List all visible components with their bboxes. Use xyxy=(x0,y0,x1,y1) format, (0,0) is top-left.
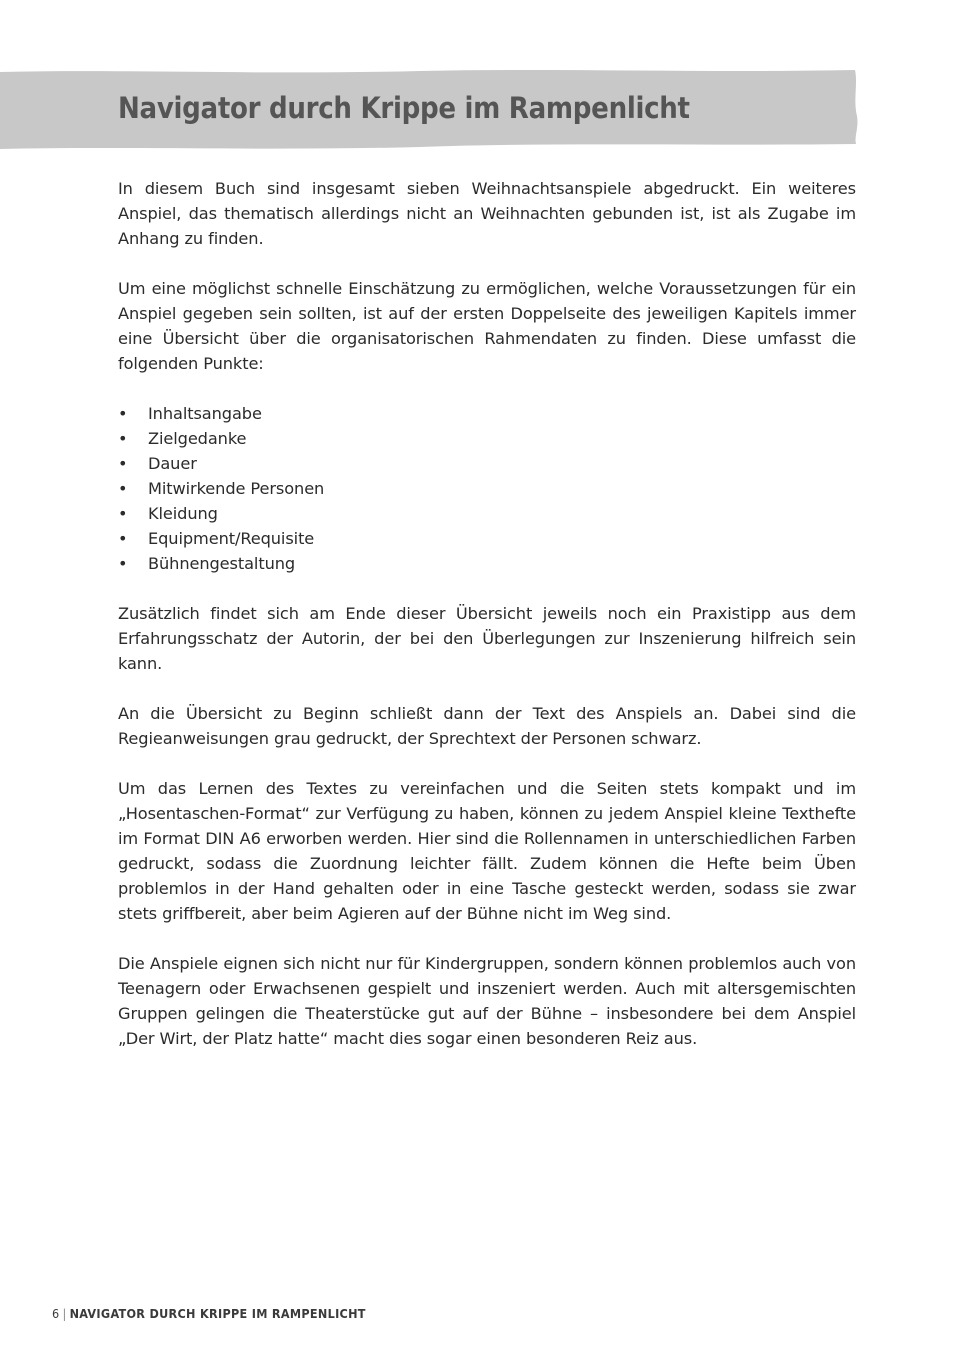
paragraph-praxistipp: Zusätzlich findet sich am Ende dieser Übersicht jeweils noch ein Praxistipp aus dem Erfahrungsschatz der Autorin, der bei den Überlegungen zur Inszenierung hilfreich sein kann. xyxy=(118,604,856,673)
list-item xyxy=(118,501,856,526)
page-footer xyxy=(52,1306,366,1321)
overview-points-list xyxy=(118,401,856,576)
bullet-icon: • xyxy=(118,554,128,573)
footer-separator: | xyxy=(62,1306,67,1321)
paragraph-overview: Um eine möglichst schnelle Einschätzung zu ermöglichen, welche Voraussetzungen für ein Anspiel gegeben sein sollten, ist auf der ersten Doppelseite des jeweiligen Kapitels immer eine Übersicht über die organisatorischen Rahmendaten zu finden. Diese umfasst die folgenden Punkte: xyxy=(118,279,856,373)
list-item-label: Kleidung xyxy=(148,504,218,523)
paragraph-target-groups: Die Anspiele eignen sich nicht nur für Kindergruppen, sondern können problemlos auch von Teenagern oder Erwachsenen gespielt und inszeniert werden. Auch mit altersgemischten Gruppen gelingen die Theaterstücke gut auf der Bühne – insbesondere bei dem Anspiel „Der Wirt, der Platz hatte“ macht dies sogar einen besonderen Reiz aus. xyxy=(118,954,856,1048)
list-item xyxy=(118,526,856,551)
bullet-icon: • xyxy=(118,454,128,473)
list-item-label: Zielgedanke xyxy=(148,429,247,448)
page-title: Navigator durch Krippe im Rampenlicht xyxy=(118,91,690,125)
bullet-icon: • xyxy=(118,504,128,523)
paragraph-texthefte: Um das Lernen des Textes zu vereinfachen und die Seiten stets kompakt und im „Hosentaschen-Format“ zur Verfügung zu haben, können zu jedem Anspiel kleine Texthefte im Format DIN A6 erworben werden. Hier sind die Rollennamen in unterschiedlichen Farben gedruckt, sodass die Zuordnung leichter fällt. Zudem können die Hefte beim Üben problemlos in der Hand gehalten oder in eine Tasche gesteckt werden, sodass sie zwar stets griffbereit, aber beim Agieren auf der Bühne nicht im Weg sind. xyxy=(118,779,856,923)
paragraph-text-format: An die Übersicht zu Beginn schließt dann der Text des Anspiels an. Dabei sind die Regieanweisungen grau gedruckt, der Sprechtext der Personen schwarz. xyxy=(118,704,856,748)
list-item-label: Mitwirkende Personen xyxy=(148,479,325,498)
list-item-label: Dauer xyxy=(148,454,197,473)
running-title: NAVIGATOR DURCH KRIPPE IM RAMPENLICHT xyxy=(69,1306,366,1321)
main-content xyxy=(118,176,856,1076)
list-item xyxy=(118,476,856,501)
bullet-icon: • xyxy=(118,429,128,448)
list-item xyxy=(118,401,856,426)
bullet-icon: • xyxy=(118,479,128,498)
paragraph-intro: In diesem Buch sind insgesamt sieben Weihnachtsanspiele abgedruckt. Ein weiteres Anspiel, das thematisch allerdings nicht an Weihnachten gebunden ist, ist als Zugabe im Anhang zu finden. xyxy=(118,179,856,248)
page-number: 6 xyxy=(52,1306,60,1321)
bullet-icon: • xyxy=(118,529,128,548)
list-item-label: Equipment/Requisite xyxy=(148,529,315,548)
list-item xyxy=(118,451,856,476)
list-item xyxy=(118,426,856,451)
list-item xyxy=(118,551,856,576)
bullet-icon: • xyxy=(118,404,128,423)
list-item-label: Bühnengestaltung xyxy=(148,554,296,573)
list-item-label: Inhaltsangabe xyxy=(148,404,262,423)
